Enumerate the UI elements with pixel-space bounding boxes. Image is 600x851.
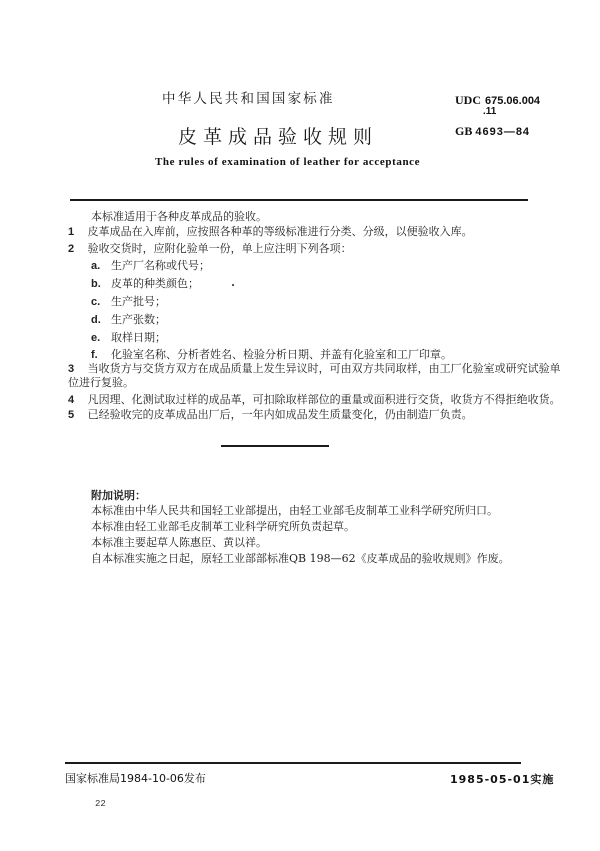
page-title-en: The rules of examination of leather for acceptance [155, 156, 421, 168]
subitem-d [91, 313, 166, 327]
subitem-text: 生产批号； [111, 295, 166, 308]
subitem-label: e. [91, 332, 101, 344]
udc-label: UDC [455, 93, 481, 107]
middle-divider [221, 445, 329, 447]
notes-line: 本标准主要起草人陈惠臣、黄以祥。 [91, 536, 267, 549]
issue-date: 国家标准局1984-10-06发布 [65, 772, 206, 785]
subitem-text: 化验室名称、分析者姓名、检验分析日期、并盖有化验室和工厂印章。 [111, 348, 452, 361]
clause-number: 4 [68, 394, 75, 406]
notes-line: 自本标准实施之日起，原轻工业部部标准QB 198—62《皮革成品的验收规则》作废。 [91, 552, 510, 565]
subitem-label: b. [91, 278, 101, 290]
subitem-b [91, 277, 199, 291]
gb-label: GB [455, 124, 473, 138]
clause-2 [68, 242, 352, 256]
clause-5 [68, 408, 473, 422]
clause-4 [68, 393, 561, 407]
footer-divider [65, 762, 521, 764]
clause-text: 已经验收完的皮革成品出厂后，一年内如成品发生质量变化，仍由制造厂负责。 [87, 408, 473, 421]
subitem-text: 皮革的种类颜色； [111, 277, 199, 290]
subitem-label: c. [91, 296, 101, 308]
page-number: 22 [95, 799, 106, 809]
clause-3 [68, 362, 561, 376]
subitem-c [91, 295, 166, 309]
intro-text: 本标准适用于各种皮革成品的验收。 [91, 210, 267, 223]
page-title-cn: 皮革成品验收规则 [178, 126, 379, 148]
subitem-label: f. [91, 349, 98, 361]
gb-code [455, 124, 530, 139]
subitem-label: d. [91, 314, 101, 326]
gb-value: 4693—84 [475, 126, 531, 138]
clause-number: 1 [68, 226, 75, 238]
national-standard-label: 中华人民共和国国家标准 [162, 91, 335, 107]
clause-text: 当收货方与交货方双方在成品质量上发生异议时，可由双方共同取样，由工厂化验室或研究试验单 [87, 362, 561, 375]
clause-number: 5 [68, 409, 75, 421]
notes-line: 本标准由轻工业部毛皮制革工业科学研究所负责起草。 [91, 520, 355, 533]
subitem-a [91, 259, 210, 273]
scan-speck [232, 284, 234, 286]
notes-line: 本标准由中华人民共和国轻工业部提出，由轻工业部毛皮制革工业科学研究所归口。 [91, 504, 498, 517]
clause-text: 验收交货时，应附化验单一份，单上应注明下列各项： [87, 242, 352, 255]
subitem-text: 生产厂名称或代号； [111, 259, 210, 272]
udc-value: 675.06.004 [485, 95, 541, 107]
notes-heading: 附加说明： [91, 489, 146, 502]
top-divider [70, 199, 528, 201]
udc-value-line2: .11 [483, 106, 497, 117]
clause-text: 皮革成品在入库前，应按照各种革的等级标准进行分类、分级，以便验收入库。 [87, 225, 473, 238]
clause-3-continued: 位进行复验。 [68, 376, 134, 389]
clause-number: 2 [68, 243, 75, 255]
clause-number: 3 [68, 363, 75, 375]
subitem-text: 生产张数； [111, 313, 166, 326]
subitem-e [91, 331, 166, 345]
subitem-f [91, 348, 452, 362]
subitem-label: a. [91, 260, 101, 272]
subitem-text: 取样日期； [111, 331, 166, 344]
clause-text: 凡因理、化测试取过样的成品革，可扣除取样部位的重量或面积进行交货，收货方不得拒绝收货。 [87, 393, 561, 406]
effective-date: 1985-05-01实施 [450, 773, 555, 786]
clause-1 [68, 225, 473, 239]
udc-code [455, 93, 540, 108]
